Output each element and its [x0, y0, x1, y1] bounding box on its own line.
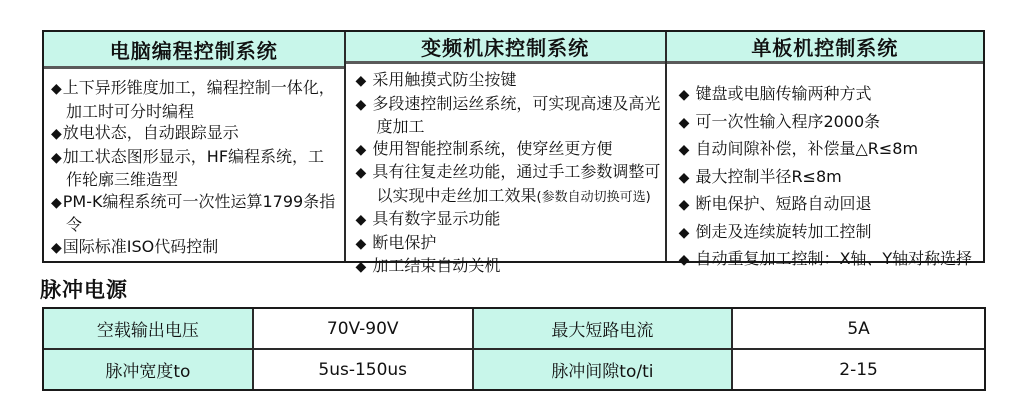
diamond-bullet-icon: ◆ — [355, 165, 367, 181]
spec-label-pulse-width: 脉冲宽度to — [44, 350, 252, 389]
spec-label-max-short-circuit-current: 最大短路电流 — [472, 309, 731, 348]
feature-text: 可一次性输入程序2000条 — [695, 111, 881, 131]
feature-text: 采用触摸式防尘按键 — [372, 70, 517, 89]
diamond-bullet-icon: ◆ — [51, 194, 62, 211]
spec-value-pulse-interval: 2-15 — [731, 350, 984, 389]
feature-text: 具有数字显示功能 — [372, 209, 501, 228]
feature-note: (参数自动切换可选) — [536, 189, 651, 205]
feature-text: 倒走及连续旋转加工控制 — [695, 221, 872, 241]
diamond-bullet-icon: ◆ — [355, 212, 367, 228]
feature-text: PM-K编程系统可一次性运算1799条指令 — [62, 191, 336, 234]
feature-item — [51, 77, 340, 122]
feature-text: 键盘或电脑传输两种方式 — [695, 84, 872, 103]
feature-text: 加工状态图形显示，HF编程系统，工作轮廓三维造型 — [62, 146, 325, 189]
diamond-bullet-icon: ◆ — [355, 73, 367, 89]
feature-item — [679, 166, 979, 190]
feature-item — [356, 69, 661, 93]
table-row — [44, 309, 984, 348]
feature-item — [51, 191, 340, 236]
diamond-bullet-icon: ◆ — [51, 149, 62, 166]
spec-value-pulse-width: 5us-150us — [252, 350, 472, 389]
feature-item — [679, 221, 979, 245]
feature-list-single-board — [667, 64, 983, 276]
spec-label-pulse-interval: 脉冲间隙to/ti — [472, 350, 731, 389]
diamond-bullet-icon: ◆ — [51, 81, 62, 97]
feature-text: 自动间隙补偿，补偿量△R≤8m — [695, 139, 919, 158]
feature-text: 最大控制半径R≤8m — [695, 166, 842, 186]
feature-list-variable-frequency — [346, 64, 665, 279]
feature-item — [356, 232, 661, 256]
diamond-bullet-icon: ◆ — [355, 259, 367, 275]
column-header-single-board: 单板机控制系统 — [667, 32, 983, 64]
feature-text: 使用智能控制系统，使穿丝更方便 — [372, 138, 613, 158]
diamond-bullet-icon: ◆ — [51, 239, 62, 256]
feature-item — [679, 248, 979, 272]
feature-item — [679, 83, 979, 107]
spec-value-max-short-circuit-current: 5A — [731, 309, 984, 348]
diamond-bullet-icon: ◆ — [51, 126, 62, 142]
column-header-computer-programming: 电脑编程控制系统 — [44, 32, 344, 69]
feature-text: 多段速控制运丝系统，可实现高速及高光度加工 — [372, 93, 661, 136]
diamond-bullet-icon: ◆ — [678, 169, 690, 186]
feature-text: 上下异形锥度加工，编程控制一体化， 加工时可分时编程 — [62, 78, 335, 121]
diamond-bullet-icon: ◆ — [355, 141, 367, 158]
feature-item — [51, 236, 340, 260]
diamond-bullet-icon: ◆ — [678, 197, 690, 213]
feature-text: 国际标准ISO代码控制 — [62, 236, 219, 256]
control-systems-table — [42, 30, 985, 275]
feature-item — [356, 93, 661, 138]
pulse-power-table — [42, 307, 986, 391]
feature-text: 自动重复加工控制：X轴、Y轴对称选择 — [695, 249, 973, 268]
spec-label-no-load-voltage: 空载输出电压 — [44, 309, 252, 348]
pulse-power-title: 脉冲电源 — [40, 278, 128, 302]
spec-value-no-load-voltage: 70V-90V — [252, 309, 472, 348]
feature-list-computer-programming — [44, 69, 344, 261]
feature-text: 放电状态，自动跟踪显示 — [62, 123, 239, 142]
feature-text: 具有往复走丝功能，通过手工参数调整可以实现中走丝加工效果 — [372, 162, 661, 205]
feature-item — [51, 122, 340, 146]
diamond-bullet-icon: ◆ — [678, 252, 690, 268]
feature-text: 断电保护、短路自动回退 — [695, 194, 872, 213]
feature-item — [51, 146, 340, 191]
diamond-bullet-icon: ◆ — [678, 114, 690, 131]
feature-item — [679, 111, 979, 135]
diamond-bullet-icon: ◆ — [678, 224, 690, 241]
diamond-bullet-icon: ◆ — [678, 142, 690, 158]
diamond-bullet-icon: ◆ — [355, 235, 367, 252]
diamond-bullet-icon: ◆ — [678, 87, 690, 103]
feature-text: 断电保护 — [372, 232, 437, 252]
diamond-bullet-icon: ◆ — [355, 96, 367, 113]
feature-item — [356, 208, 661, 232]
column-header-variable-frequency: 变频机床控制系统 — [346, 32, 665, 64]
feature-text: 加工结束自动关机 — [372, 256, 501, 275]
feature-item — [679, 193, 979, 217]
column-variable-frequency-system — [344, 32, 665, 275]
column-single-board-system — [665, 32, 983, 268]
feature-item — [356, 161, 661, 208]
feature-item — [356, 138, 661, 162]
table-row — [44, 348, 984, 389]
feature-item — [679, 138, 979, 162]
column-computer-programming-system — [44, 32, 344, 261]
feature-item — [356, 255, 661, 279]
